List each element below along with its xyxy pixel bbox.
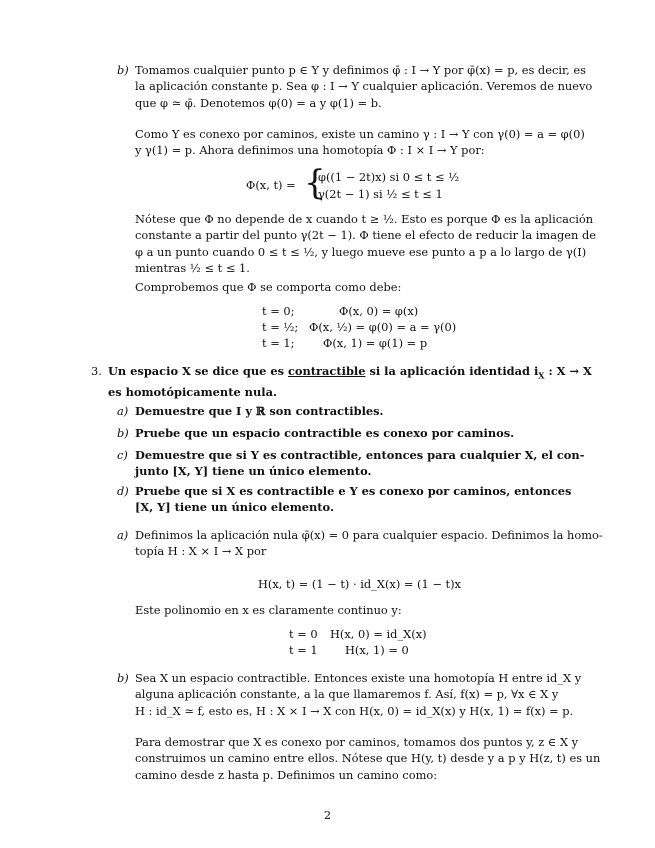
check-row-t: t = 1; bbox=[262, 336, 295, 350]
paragraph bbox=[135, 527, 603, 560]
text-line: topía H : X × I → X por bbox=[135, 544, 267, 559]
text-segment: : X → X bbox=[544, 364, 592, 378]
text-line: φ a un punto cuando 0 ≤ t ≤ ½, y luego mueve ese punto a p a lo largo de γ(I) bbox=[135, 244, 587, 259]
brace-icon: { bbox=[304, 163, 326, 203]
text-segment: Un espacio X se dice que es bbox=[108, 364, 288, 378]
check-row-t: t = 1 bbox=[289, 643, 318, 657]
text-line bbox=[108, 363, 592, 384]
text-line: H : id_X ≃ f, esto es, H : X × I → X con H(x, 0) = id_X(x) y H(x, 1) = f(x) = p. bbox=[135, 703, 574, 718]
item-label-b: b) bbox=[117, 63, 129, 77]
item-label-c: c) bbox=[117, 448, 128, 462]
check-row-expr: H(x, 0) = id_X(x) bbox=[330, 627, 427, 641]
text-line: que φ ≃ φ̄. Denotemos φ(0) = a y φ(1) = b. bbox=[135, 95, 382, 110]
text-line: camino desde z hasta p. Definimos un camino como: bbox=[135, 767, 438, 782]
problem-item bbox=[135, 425, 580, 441]
check-row-t: t = 0; bbox=[262, 304, 295, 318]
problem-statement bbox=[108, 363, 592, 400]
text-line: la aplicación constante p. Sea φ : I → Y cualquier aplicación. Veremos de nuevo bbox=[135, 79, 593, 94]
paragraph bbox=[135, 62, 593, 111]
text-line: Demuestre que I y ℝ son contractibles. bbox=[135, 404, 384, 418]
item-label-b: b) bbox=[117, 671, 129, 685]
text-line: constante a partir del punto γ(2t − 1). Φ tiene el efecto de reducir la imagen de bbox=[135, 228, 597, 243]
problem-number: 3. bbox=[91, 364, 102, 378]
check-row-expr: Φ(x, 1) = φ(1) = p bbox=[323, 336, 428, 350]
text-line: Definimos la aplicación nula φ̄(x) = 0 para cualquier espacio. Definimos la homo- bbox=[135, 528, 603, 542]
definition-lhs: Φ(x, t) = bbox=[246, 178, 296, 192]
text-line: Nótese que Φ no depende de x cuando t ≥ ½. Esto es porque Φ es la aplicación bbox=[135, 212, 594, 226]
paragraph bbox=[135, 734, 601, 783]
item-label-a: a) bbox=[117, 404, 129, 418]
check-row-expr: Φ(x, ½) = φ(0) = a = γ(0) bbox=[309, 320, 457, 334]
definition-case-2: γ(2t − 1) si ½ ≤ t ≤ 1 bbox=[318, 187, 443, 201]
text-line: Demuestre que si Y es contractible, entonces para cualquier X, el con- bbox=[135, 448, 585, 462]
text-line: Para demostrar que X es conexo por caminos, tomamos dos puntos y, z ∈ X y bbox=[135, 735, 579, 749]
text-line: Tomamos cualquier punto p ∈ Y y definimos φ̄ : I → Y por φ̄(x) = p, es decir, es bbox=[135, 63, 587, 77]
paragraph bbox=[135, 211, 597, 276]
problem-item bbox=[135, 403, 580, 419]
page-number: 2 bbox=[323, 808, 332, 822]
text-line: alguna aplicación constante, a la que llamaremos f. Así, f(x) = p, ∀x ∈ X y bbox=[135, 687, 559, 702]
paragraph: Comprobemos que Φ se comporta como debe: bbox=[135, 280, 402, 294]
text-line: mientras ½ ≤ t ≤ 1. bbox=[135, 260, 250, 275]
paragraph: Este polinomio en x es claramente continuo y: bbox=[135, 603, 402, 617]
item-label-b: b) bbox=[117, 426, 129, 440]
definition-case-1: φ((1 − 2t)x) si 0 ≤ t ≤ ½ bbox=[318, 170, 460, 184]
paragraph bbox=[135, 126, 585, 159]
text-line: construimos un camino entre ellos. Nótese que H(y, t) desde y a p y H(z, t) es un bbox=[135, 751, 601, 766]
item-label-a: a) bbox=[117, 528, 129, 542]
check-row-t: t = ½; bbox=[262, 320, 299, 334]
check-row-t: t = 0 bbox=[289, 627, 318, 641]
check-row-expr: Φ(x, 0) = φ(x) bbox=[339, 304, 419, 318]
display-formula: H(x, t) = (1 − t) · id_X(x) = (1 − t)x bbox=[258, 577, 461, 591]
text-line: Como Y es conexo por caminos, existe un camino γ : I → Y con γ(0) = a = φ(0) bbox=[135, 127, 585, 141]
text-segment: si la aplicación identidad i bbox=[365, 364, 539, 378]
text-line: Sea X un espacio contractible. Entonces existe una homotopía H entre id_X y bbox=[135, 671, 582, 685]
paragraph bbox=[135, 670, 580, 719]
text-line: Pruebe que un espacio contractible es conexo por caminos. bbox=[135, 426, 515, 440]
underlined-term: contractible bbox=[287, 364, 366, 378]
text-subscript: X bbox=[538, 370, 545, 381]
item-label-d: d) bbox=[117, 484, 129, 498]
text-line: junto [X, Y] tiene un único elemento. bbox=[135, 464, 372, 479]
text-line: [X, Y] tiene un único elemento. bbox=[135, 500, 334, 515]
text-line: Pruebe que si X es contractible e Y es conexo por caminos, entonces bbox=[135, 484, 572, 498]
text-line: es homotópicamente nula. bbox=[108, 384, 277, 399]
text-line: y γ(1) = p. Ahora definimos una homotopía Φ : I × I → Y por: bbox=[135, 143, 485, 158]
problem-item bbox=[135, 447, 585, 480]
problem-item bbox=[135, 483, 580, 516]
check-row-expr: H(x, 1) = 0 bbox=[345, 643, 409, 657]
